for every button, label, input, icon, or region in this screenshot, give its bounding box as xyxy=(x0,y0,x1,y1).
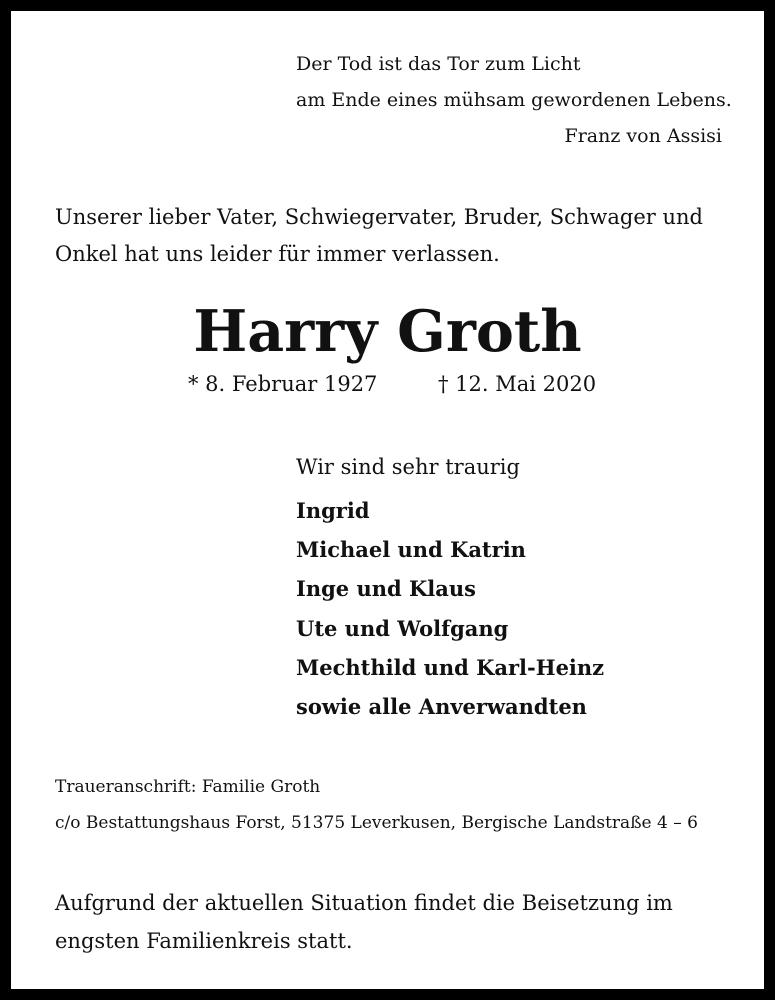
notice-line-1: Aufgrund der aktuellen Situation findet die Beisetzung im xyxy=(55,891,673,915)
deceased-name: Harry Groth xyxy=(193,298,582,365)
mourner-item: Mechthild und Karl-Heinz xyxy=(296,654,605,680)
mourner-item: Inge und Klaus xyxy=(296,576,476,602)
mourner-item: Ingrid xyxy=(296,498,370,523)
mourner-item: sowie alle Anverwandten xyxy=(296,693,587,719)
mourner-item: Ute und Wolfgang xyxy=(296,615,509,641)
mourning-statement: Wir sind sehr traurig xyxy=(296,455,520,479)
intro-line-2: Onkel hat uns leider für immer verlassen. xyxy=(55,242,500,266)
mourner-list xyxy=(296,498,604,733)
quote-line-1: Der Tod ist das Tor zum Licht xyxy=(296,53,581,75)
mourner-item: Michael und Katrin xyxy=(296,537,526,563)
quote-line-2: am Ende eines mühsam gewordenen Lebens. xyxy=(296,89,732,111)
address-line-1: Traueranschrift: Familie Groth xyxy=(55,777,321,797)
quote-author: Franz von Assisi xyxy=(564,125,722,147)
address-line-2: c/o Bestattungshaus Forst, 51375 Leverkusen, Bergische Landstraße 4 – 6 xyxy=(55,813,698,833)
intro-line-1: Unserer lieber Vater, Schwiegervater, Bruder, Schwager und xyxy=(55,205,703,229)
notice-line-2: engsten Familienkreis statt. xyxy=(55,929,353,953)
death-date: † 12. Mai 2020 xyxy=(438,372,597,396)
birth-date: * 8. Februar 1927 xyxy=(188,372,378,396)
